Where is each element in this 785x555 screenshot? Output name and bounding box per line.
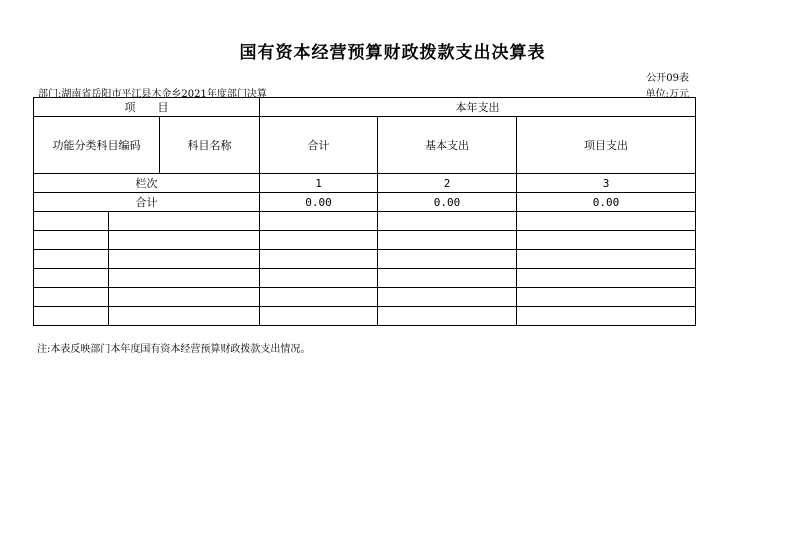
subheader-cell bbox=[34, 117, 260, 174]
header-item: 项 目 bbox=[34, 98, 260, 117]
column-number-2: 2 bbox=[378, 174, 517, 193]
table-row bbox=[34, 269, 696, 288]
table-row bbox=[34, 212, 696, 231]
header-project: 项目支出 bbox=[517, 117, 696, 174]
department-label: 部门:湖南省岳阳市平江县木金乡2021年度部门决算 bbox=[38, 89, 267, 100]
basic-value: 0.00 bbox=[378, 193, 517, 212]
total-value: 0.00 bbox=[260, 193, 378, 212]
total-label: 合计 bbox=[34, 193, 260, 212]
unit-label: 单位:万元 bbox=[645, 89, 689, 100]
column-number-row bbox=[34, 174, 696, 193]
header-current-year: 本年支出 bbox=[260, 98, 696, 117]
column-number-label: 栏次 bbox=[34, 174, 260, 193]
form-code: 公开09表 bbox=[646, 73, 689, 84]
project-value: 0.00 bbox=[517, 193, 696, 212]
footnote: 注:本表反映部门本年度国有资本经营预算财政拨款支出情况。 bbox=[37, 344, 311, 355]
header-basic: 基本支出 bbox=[378, 117, 517, 174]
header-subject-name: 科目名称 bbox=[187, 139, 232, 152]
header-total: 合计 bbox=[260, 117, 378, 174]
column-number-1: 1 bbox=[260, 174, 378, 193]
header-row-2 bbox=[34, 117, 696, 174]
table-row bbox=[34, 307, 696, 326]
column-number-3: 3 bbox=[517, 174, 696, 193]
table-row bbox=[34, 250, 696, 269]
budget-table bbox=[33, 97, 696, 326]
table-row bbox=[34, 288, 696, 307]
header-row-1 bbox=[34, 98, 696, 117]
total-row bbox=[34, 193, 696, 212]
table-row bbox=[34, 231, 696, 250]
header-func-code: 功能分类科目编码 bbox=[34, 117, 160, 173]
page-title: 国有资本经营预算财政拨款支出决算表 bbox=[239, 43, 546, 63]
